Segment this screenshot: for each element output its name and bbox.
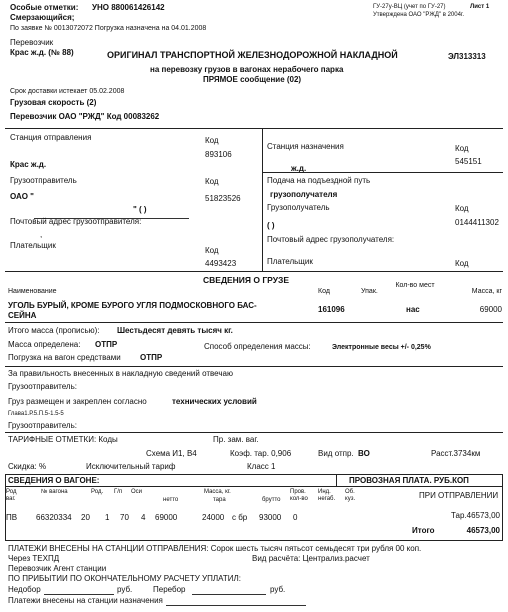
on-dispatch-label: ПРИ ОТПРАВЛЕНИИ	[419, 491, 499, 500]
tariff-scheme: Схема И1, В4	[146, 449, 197, 458]
wagon-col-number: № вагона	[41, 489, 68, 495]
wagon-tara-note: с бр	[232, 513, 248, 522]
wagon-netto: 69000	[155, 513, 178, 522]
technical-conditions-chapter: Глава1.Р.5.П.5-1.5-5	[8, 411, 64, 417]
shipper-label: Грузоотправитель	[10, 176, 77, 185]
wagon-col-oversize: Инд. негаб.	[318, 489, 336, 502]
freezing-mark: Смерзающийся;	[10, 13, 75, 22]
wagon-col-rod: Род.	[91, 489, 104, 495]
cargo-col-name: Наименование	[8, 288, 57, 295]
tariff-coefficient: Коэф. тар. 0,906	[230, 449, 292, 458]
shipper-address-label: Почтовый адрес грузоотправителя:	[10, 217, 142, 226]
cargo-col-mass: Масса, кг	[471, 288, 502, 295]
departure-code-label: Код	[205, 136, 219, 145]
total-mass-words: Шестьдесят девять тысяч кг.	[117, 326, 233, 335]
uno-number: УНО 880061426142	[92, 3, 165, 12]
loading-label: Погрузка на вагон средствами	[8, 353, 121, 362]
wagon-section-title: СВЕДЕНИЯ О ВАГОНЕ:	[8, 476, 100, 485]
wagon-tara: 24000	[202, 513, 225, 522]
exclusive-tariff: Исключительный тариф	[86, 462, 176, 471]
carrier-label: Перевозчик	[10, 38, 54, 47]
tariff-title: ТАРИФНЫЕ ОТМЕТКИ: Коды	[8, 435, 118, 444]
wagon-rod: 20	[81, 513, 90, 522]
tariff-class: Класс 1	[247, 462, 276, 471]
cargo-placed-value: технических условий	[172, 397, 257, 406]
payment-through: Через ТЕХПД	[8, 554, 60, 563]
responsible-shipper-2: Грузоотправитель:	[8, 421, 77, 430]
destination-payer-code-label: Код	[455, 259, 469, 268]
shipper-name: ОАО "	[10, 192, 34, 201]
wagon-col-axles: Оси	[131, 489, 143, 495]
cargo-col-places: Кол-во мест	[395, 282, 435, 289]
wagon-col-type: Род ваг.	[6, 489, 17, 502]
shipper-code: 51823526	[205, 194, 241, 203]
wagon-number: 66320334	[36, 513, 72, 522]
cargo-code: 161096	[318, 305, 345, 314]
wagon-col-netto: нетто	[163, 497, 179, 503]
payer-label: Плательщик	[10, 241, 56, 250]
shortage-label: Недобор	[8, 585, 41, 594]
wagon-prov: 0	[293, 513, 298, 522]
payments-at-destination: Платежи внесены на станции назначения	[8, 596, 163, 605]
carrier-road: Крас ж.д. (№ 88)	[10, 48, 74, 57]
payer-code-label: Код	[205, 246, 219, 255]
shipper-name-quote: " ( )	[133, 205, 147, 214]
cargo-placed-label: Груз размещен и закреплен согласно	[8, 397, 147, 406]
shipper-code-label: Код	[205, 177, 219, 186]
overcharge-currency: руб.	[270, 585, 286, 594]
shipper-address: ,	[40, 230, 43, 239]
responsibility-line: За правильность внесенных в накладную сведений отвечаю	[8, 369, 233, 378]
loading-means: ОТПР	[140, 353, 163, 362]
document-subtitle: на перевозку грузов в вагонах нерабочего парка	[150, 65, 344, 74]
overcharge-label: Перебор	[153, 585, 186, 594]
cargo-section-title: СВЕДЕНИЯ О ГРУЗЕ	[203, 275, 290, 285]
wagon-replacement-label: Пр. зам. ваг.	[213, 435, 259, 444]
wagon-type: ПВ	[6, 513, 18, 522]
destination-payer-label: Плательщик	[267, 257, 313, 266]
destination-code: 545151	[455, 157, 482, 166]
wagon-capacity-1: 1	[105, 513, 110, 522]
shortage-currency: руб.	[117, 585, 133, 594]
siding-label: Подача на подъездной путь	[267, 176, 371, 185]
wagon-brutto: 93000	[259, 513, 282, 522]
total-label: Итого	[412, 526, 435, 535]
cargo-col-code: Код	[318, 288, 330, 295]
arrival-settlement: ПО ПРИБЫТИИ ПО ОКОНЧАТЕЛЬНОМУ РАСЧЕТУ УПЛАТИЛ:	[8, 574, 241, 583]
mass-determined: ОТПР	[95, 340, 118, 349]
shipment-type-label: Вид отпр.	[318, 449, 354, 458]
mass-method-label: Способ определения массы:	[204, 342, 311, 351]
recipient-code: 0144411302	[455, 218, 499, 227]
cargo-name-line1: УГОЛЬ БУРЫЙ, КРОМЕ БУРОГО УГЛЯ ПОДМОСКОВНОГО БАС-	[8, 301, 257, 310]
total-mass-label: Итого масса (прописью):	[8, 326, 100, 335]
cargo-col-pack: Упак.	[361, 288, 378, 295]
siding-recipient: грузополучателя	[270, 190, 338, 199]
request-line: По заявке № 0013072072 Погрузка назначена на 04.01.2008	[10, 25, 207, 32]
wagon-col-body: Об. куз.	[345, 489, 356, 502]
tariff-distance: Расст.3734км	[431, 449, 481, 458]
recipient-name: ( )	[267, 221, 275, 230]
wagon-col-tara: тара	[213, 497, 226, 503]
carrier-company: Перевозчик ОАО "РЖД" Код 00083262	[10, 112, 160, 121]
form-code: ГУ-27у-ВЦ (учет по ГУ-27)	[373, 4, 446, 10]
recipient-code-label: Код	[455, 204, 469, 213]
total-amount: 46573,00	[466, 526, 500, 535]
cargo-mass: 69000	[479, 305, 502, 314]
fee-section-title: ПРОВОЗНАЯ ПЛАТА. РУБ.КОП	[349, 476, 469, 485]
destination-code-label: Код	[455, 144, 469, 153]
wagon-capacity-2: 70	[120, 513, 129, 522]
document-title: ОРИГИНАЛ ТРАНСПОРТНОЙ ЖЕЛЕЗНОДОРОЖНОЙ НАКЛАДНОЙ	[107, 50, 398, 60]
payer-code: 4493423	[205, 259, 237, 268]
calculation-type: Вид расчёта: Централиз.расчет	[252, 554, 370, 563]
mass-determined-label: Масса определена:	[8, 340, 81, 349]
wagon-col-mass: Масса, кг.	[204, 489, 231, 495]
departure-code: 893106	[205, 150, 232, 159]
responsible-shipper-1: Грузоотправитель:	[8, 382, 77, 391]
cargo-name-line2: СЕЙНА	[8, 311, 37, 320]
discount: Скидка: %	[8, 462, 47, 471]
wagon-col-capacity: Г/п	[114, 489, 123, 495]
wagon-col-brutto: брутто	[262, 497, 281, 503]
delivery-deadline: Срок доставки истекает 05.02.2008	[10, 88, 125, 95]
destination-road: ж.д.	[291, 164, 307, 173]
cargo-speed: Грузовая скорость (2)	[10, 98, 97, 107]
destination-station-label: Станция назначения	[267, 142, 344, 151]
shipment-type: ВО	[358, 449, 370, 458]
document-number: ЭЛ313313	[448, 52, 486, 61]
departure-road: Крас ж.д.	[10, 160, 47, 169]
tariff-amount: Тар.46573,00	[450, 511, 500, 520]
message-type: ПРЯМОЕ сообщение (02)	[203, 75, 302, 84]
payments-at-departure: ПЛАТЕЖИ ВНЕСЕНЫ НА СТАНЦИИ ОТПРАВЛЕНИЯ: Сорок шесть тысяч пятьсот семьдесят три рубля 00 коп.	[8, 544, 422, 553]
wagon-col-prov: Пров. кол-во	[290, 489, 308, 502]
sheet-number: Лист 1	[470, 4, 490, 10]
approval-note: Утверждена ОАО "РЖД" в 2004г.	[373, 12, 465, 18]
wagon-axles: 4	[141, 513, 146, 522]
cargo-places: нас	[406, 305, 420, 314]
special-marks-label: Особые отметки:	[10, 3, 79, 12]
recipient-label: Грузополучатель	[267, 203, 330, 212]
carrier-agent: Перевозчик Агент станции	[8, 564, 107, 573]
mass-method: Электронные весы +/- 0,25%	[332, 344, 431, 351]
recipient-address-label: Почтовый адрес грузополучателя:	[267, 235, 395, 244]
departure-station-label: Станция отправления	[10, 133, 92, 142]
